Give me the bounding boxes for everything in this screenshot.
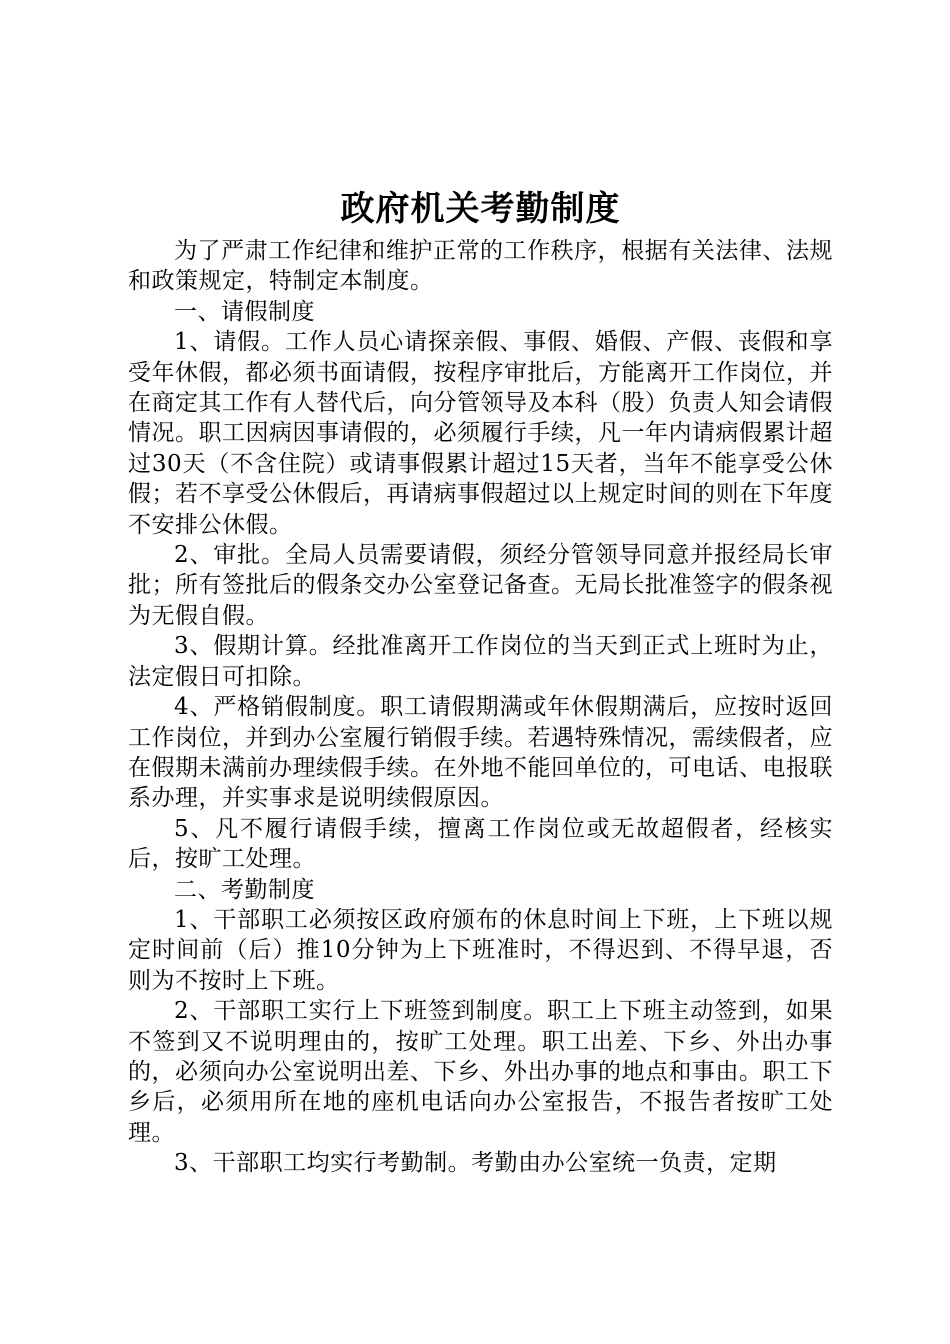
document-title: 政府机关考勤制度 xyxy=(340,189,621,229)
intro-paragraph: 为了严肃工作纪律和维护正常的工作秩序，根据有关法律、法规和政策规定，特制定本制度。 xyxy=(128,238,833,295)
attendance-clause-3: 3、干部职工均实行考勤制。考勤由办公室统一负责，定期 xyxy=(174,1150,777,1177)
leave-clause-3: 3、假期计算。经批准离开工作岗位的当天到正式上班时为止，法定假日可扣除。 xyxy=(128,633,833,690)
section-heading-attendance: 二、考勤制度 xyxy=(174,876,315,903)
leave-clause-1: 1、请假。工作人员心请探亲假、事假、婚假、产假、丧假和享受年休假，都必须书面请假，按程序审批后，方能离开工作岗位，并在商定其工作有人替代后，向分管领导及本科（股）负责人知会请假情况。职工因病因事请假的，必须履行手续，凡一年内请病假累计超过30天（不含住院）或请事假累计超过15天者，当年不能享受公休假；若不享受公休假后，再请病事假超过以上规定时间的则在下年度不安排公休假。 xyxy=(128,329,833,538)
leave-clause-4: 4、严格销假制度。职工请假期满或年休假期满后，应按时返回工作岗位，并到办公室履行销假手续。若遇特殊情况，需续假者，应在假期未满前办理续假手续。在外地不能回单位的，可电话、电报联系办理，并实事求是说明续假原因。 xyxy=(128,694,833,812)
leave-clause-2: 2、审批。全局人员需要请假，须经分管领导同意并报经局长审批；所有签批后的假条交办公室登记备查。无局长批准签字的假条视为无假自假。 xyxy=(128,542,833,629)
attendance-clause-2: 2、干部职工实行上下班签到制度。职工上下班主动签到，如果不签到又不说明理由的，按旷工处理。职工出差、下乡、外出办事的，必须向办公室说明出差、下乡、外出办事的地点和事由。职工下乡后，必须用所在地的座机电话向办公室报告，不报告者按旷工处理。 xyxy=(128,998,833,1146)
leave-clause-5: 5、凡不履行请假手续，擅离工作岗位或无故超假者，经核实后，按旷工处理。 xyxy=(128,815,833,873)
section-heading-leave: 一、请假制度 xyxy=(174,298,315,325)
document-page xyxy=(128,182,833,1179)
attendance-clause-1: 1、干部职工必须按区政府颁布的休息时间上下班，上下班以规定时间前（后）推10分钟为上下班准时，不得迟到、不得早退，否则为不按时上下班。 xyxy=(128,906,833,994)
